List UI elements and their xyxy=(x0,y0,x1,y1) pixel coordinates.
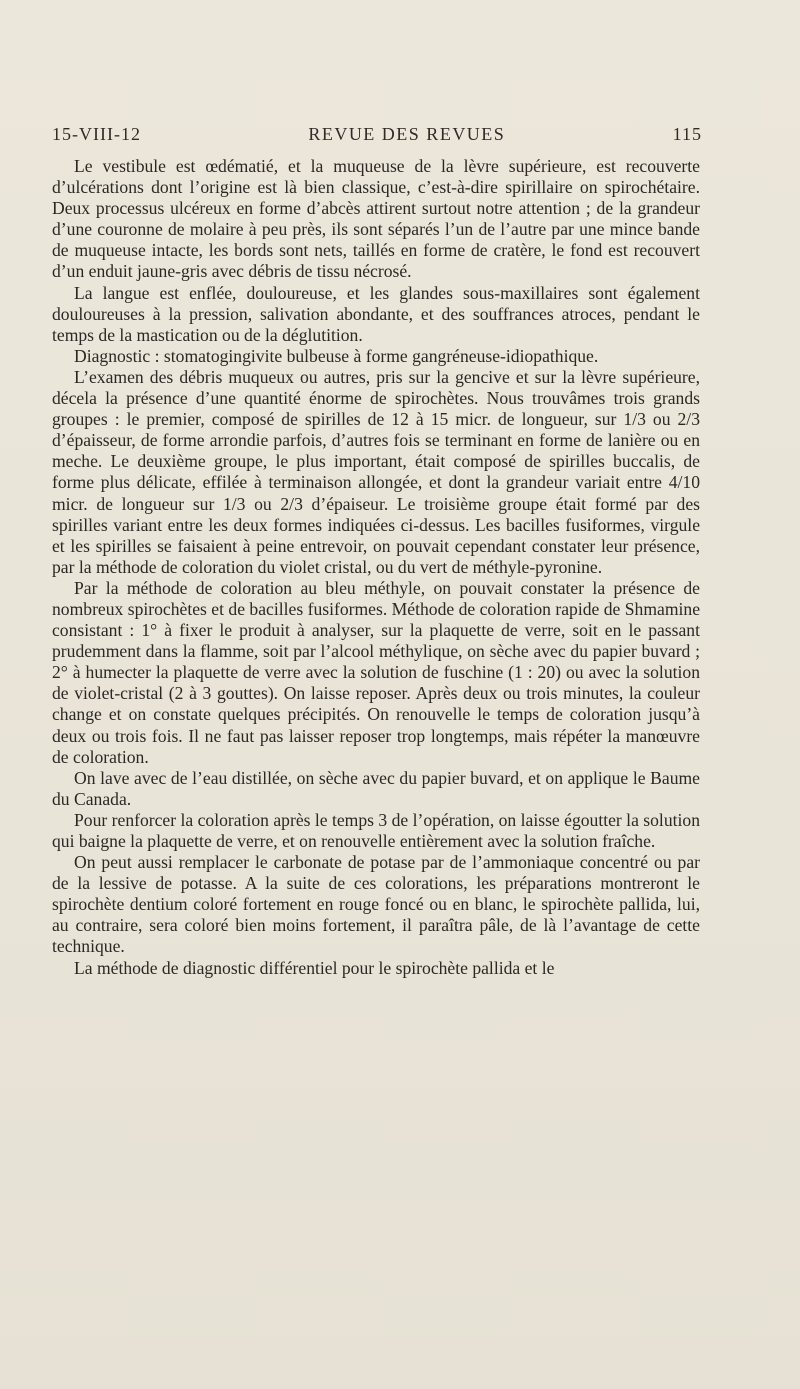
paragraph: Pour renforcer la coloration après le temps 3 de l’opération, on laisse égoutter la solution qui baigne la plaquette de verre, et on renouvelle entièrement avec la solution fraîche. xyxy=(52,809,700,851)
paragraph: La langue est enflée, douloureuse, et les glandes sous-maxillaires sont également douloureuses à la pression, salivation abondante, et des souffrances atroces, pendant le temps de la mastication ou de la déglutition. xyxy=(52,282,700,345)
running-header xyxy=(52,124,702,148)
paragraph: L’examen des débris muqueux ou autres, pris sur la gencive et sur la lèvre supérieure, décela la présence d’une quantité énorme de spirochètes. Nous trouvâmes trois grands groupes : le premier, composé de spirilles de 12 à 15 micr. de longueur, sur 1/3 ou 2/3 d’épaisseur, de forme arrondie parfois, d’autres fois se terminant en forme de lanière ou en meche. Le deuxième groupe, le plus important, était composé de spirilles buccalis, de forme plus délicate, effilée à terminaison allongée, et dont la grandeur variait entre 4/10 micr. de longueur sur 1/3 ou 2/3 d’épaiseur. Le troisième groupe était formé par des spirilles variant entre les deux formes indiquées ci-dessus. Les bacilles fusiformes, virgule et les spirilles se faisaient à peine entrevoir, on pouvait cependant constater leur présence, par la méthode de coloration du violet cristal, ou du vert de méthyle-pyronine. xyxy=(52,366,700,577)
paragraph: Par la méthode de coloration au bleu méthyle, on pouvait constater la présence de nombreux spirochètes et de bacilles fusiformes. Méthode de coloration rapide de Shmamine consistant : 1° à fixer le produit à analyser, sur la plaquette de verre, soit en le passant prudemment dans la flamme, soit par l’alcool méthylique, on sèche avec du papier buvard ; 2° à humecter la plaquette de verre avec la solution de fuschine (1 : 20) ou avec la solution de violet-cristal (2 à 3 gouttes). On laisse reposer. Après deux ou trois minutes, la couleur change et on constate quelques précipités. On renouvelle le temps de coloration jusqu’à deux ou trois fois. Il ne faut pas laisser reposer trop longtemps, mais répéter la manœuvre de coloration. xyxy=(52,577,700,767)
paragraph: On peut aussi remplacer le carbonate de potase par de l’ammoniaque concentré ou par de la lessive de potasse. A la suite de ces colorations, les préparations montreront le spirochète dentium coloré fortement en rouge foncé ou en blanc, le spirochète pallida, lui, au contraire, sera coloré bien moins fortement, il paraîtra pâle, de là l’avantage de cette technique. xyxy=(52,852,700,957)
header-date: 15-VIII-12 xyxy=(52,124,141,144)
page-number: 115 xyxy=(672,124,702,144)
body-text xyxy=(52,156,700,979)
header-title: REVUE DES REVUES xyxy=(308,124,506,144)
paragraph-last: La méthode de diagnostic différentiel pour le spirochète pallida et le xyxy=(74,957,555,978)
paragraph: On lave avec de l’eau distillée, on sèche avec du papier buvard, et on applique le Baume du Canada. xyxy=(52,767,700,809)
paragraph: Diagnostic : stomatogingivite bulbeuse à forme gangréneuse-idiopathique. xyxy=(74,345,599,366)
paragraph: Le vestibule est œdématié, et la muqueuse de la lèvre supérieure, est recouverte d’ulcérations dont l’origine est là bien classique, c’est-à-dire spirillaire on spirochétaire. Deux processus ulcéreux en forme d’abcès attirent surtout notre attention ; de la grandeur d’une couronne de molaire à peu près, ils sont séparés l’un de l’autre par une mince bande de muqueuse intacte, les bords sont nets, taillés en forme de cratère, le fond est recouvert d’un enduit jaune-gris avec débris de tissu nécrosé. xyxy=(52,156,700,282)
